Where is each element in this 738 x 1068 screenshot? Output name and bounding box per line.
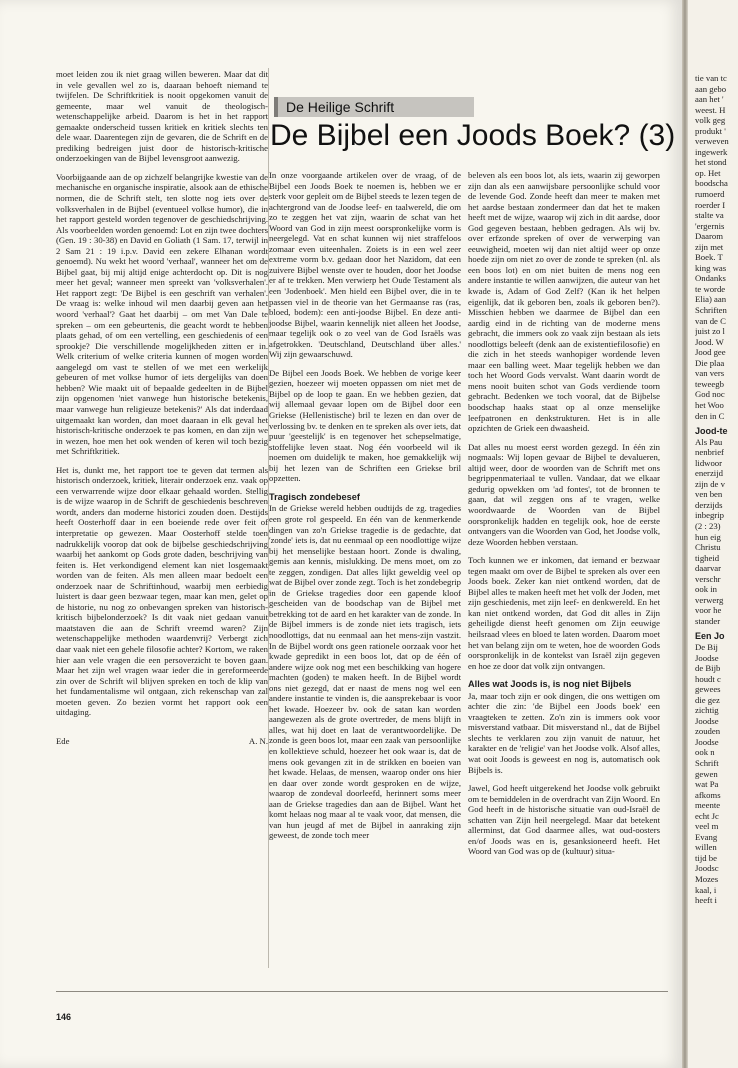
- right-page-line: aan gebo: [695, 83, 727, 94]
- right-page-line: tigheid: [695, 552, 720, 563]
- right-page-line: van vers: [695, 368, 725, 379]
- right-page-line: Joodse: [695, 652, 719, 663]
- paragraph: In de Griekse wereld hebben oudtijds de zg. tragedies een grote rol gespeeld. En één van de kenmerkende dingen van zo'n Griekse tragedie is de gedachte, dat 'zonde' iets is, dat nu eenmaal op een noodlottige wijze bij het menselijke bestaan hoort. Zonde is dwaling, gemis aan kennis, mislukking. De mens moet, om zo te zeggen, zondigen. Dat alles lijkt geweldig veel op wat de Bijbel over zonde zegt. Toch is het zondebegrip in de Griekse tragedies door een gapende kloof gescheiden van de boodschap van de Bijbel met betrekking tot de aard en het karakter van de zonde. In de Bijbel immers is de zonde niet iets tragisch, iets noodlottigs, dat nu eenmaal aan het mens-zijn vastzit. In de Bijbel wordt ons geen rationele oorzaak voor het kwade gepredikt in een boos lot, dat op de één of andere wijze ook nog met een beschikking van hogere machten (goden) te maken heeft. In de Bijbel wordt ons niet gezegd, dat er naast de mens nog wel een andere instantie te vinden is, die aansprekebaar is voor het kwade. Hoezeer bv. ook de satan kan worden aangewezen als de grote overtreder, de mens blijft in alles, wat hij doet en laat de verantwoordelijke. De zonde is geen boos lot, maar een zaak van persoonlijke en kollektieve schuld, hoezeer het ook waar is, dat de mens ook gevangen zit in de strikken en boeien van het kwade. Helaas, de mensen, waarop onder ons hier en daar over zonde wordt gesproken en de wijze, waarop de zondeval doorleefd, herinnert soms meer aan de Griekse tragedies dan aan de Bijbel. Want het komt helaas nog maar al te vaak voor, dat mensen, die van hun jeugd af met de Bijbel in aanraking zijn geweest, de zonde toch meer: [269, 503, 461, 841]
- right-page-line: tie van tc: [695, 73, 727, 83]
- paragraph: moet leiden zou ik niet graag willen beweren. Maar dat dit in vele gevallen wel zo is, daaraan behoeft niemand te twijfelen. De Schriftkritiek is nooit opgekomen vanuit de gemeente, maar wel vanuit de theologisch-wetenschappelijke arbeid. Daarom is het in het rapport gemaakte onderscheid tussen kritiek en kritiek slechts ten dele waar. Daarentegen zijn de gevaren, die de Schrift en de prediking bedreigen juist door de historisch-kritische onderzoekingen van de Bijbel levensgroot aanwezig.: [56, 69, 268, 164]
- right-page-line: Daarom: [695, 231, 723, 242]
- right-page-line: het Woo: [695, 399, 724, 410]
- right-page-line: lidwoor: [695, 457, 723, 468]
- right-page-line: heeft i: [695, 895, 717, 906]
- subheading: Alles wat Joods is, is nog niet Bijbels: [468, 679, 632, 690]
- right-page-line: volk geg: [695, 115, 726, 126]
- right-page-line: Schrift: [695, 758, 719, 768]
- right-page-line: Jood gee: [695, 347, 726, 358]
- right-page-line: de Bijb: [695, 663, 721, 674]
- right-page-line: wat Pa: [695, 779, 719, 790]
- right-page-line: houdt c: [695, 673, 721, 684]
- right-page-line: Ondanks: [695, 273, 726, 284]
- right-page-line: afkoms: [695, 789, 721, 800]
- right-page-line: Boek. T: [695, 252, 723, 263]
- right-page-line: te worde: [695, 283, 726, 294]
- right-page-line: roerder I: [695, 199, 726, 210]
- right-page-line: ook n: [695, 747, 715, 758]
- right-page-line: ven ben: [695, 489, 723, 500]
- right-page-line: zichtig: [695, 705, 719, 716]
- right-page-line: gewen: [695, 768, 718, 779]
- paragraph: In onze voorgaande artikelen over de vraag, of de Bijbel een Joods Boek te noemen is, hebben we er sterk voor gepleit om de Bijbel steeds te lezen tegen de achtergrond van de Joodse leef- en taalwereld, die om zo te zeggen het vat zijn, waarin de schat van het Woord van God in zijn meest oorspronkelijke vorm is neergelegd. Vat en schat kunnen wij niet straffeloos zomaar even uiteenhalen. Zoiets is in een wel zeer extreme vorm b.v. gedaan door het Nazidom, dat een zuivere Bijbel wenste over te houden, door het Joodse er af te trekken. Men verwierp het Oude Testament als een 'Jodenboek'. Men hield een Bijbel over, die in te passen viel in de theorie van het Germaanse ras (ras, bloed, bodem): een anti-joodse Bijbel. En deze anti-joodse Bijbel, waarin kennelijk niet alleen het Joodse, maar tegelijk ook o zo veel van de God Israëls was afgetrokken. 'Deutschland, Deutschland über alles.' Wij zijn gewaarschuwd.: [269, 170, 461, 360]
- right-page-line: king was: [695, 262, 727, 273]
- paragraph: Dat alles nu moest eerst worden gezegd. In één zin nogmaals: Wij lopen gevaar de Bijbel te devalueren, altijd weer, door de woorden van de Schrift met ons begrippenmateriaal te vullen. Vandaar, dat we elkaar gedurig opwekken om 'ad fontes', tot de bronnen te gaan, dat wil zeggen ons af te vragen, welke woordwaarde de Woorden van de Bijbel oorspronkelijk hadden en tegelijk ook, hoe de eerste ontvangers van die Woorden van God, het Joodse volk, deze Woorden hebben verstaan.: [468, 441, 660, 547]
- paragraph: Voorbijgaande aan de op zichzelf belangrijke kwestie van de mechanische en organische inspiratie, alsook aan de ethische normen, die de Schrift stelt, ten slotte nog iets over de volksverhalen in de Bijbel (eventueel volkse humor), die in het rapport gesteld worden tegenover de geschiedschrijving. Als voorbeelden worden genoemd: Lot en zijn twee dochters (Gen. 19 : 30-38) en David en Goliath (1 Sam. 17, terwijl in 2 Sam 21 : 19 i.p.v. David een zekere Elhanan wordt genoemd). Nu wekt het woord 'verhaal', wanneer het om de Bijbel gaat, bij mij altijd enige achterdocht op. Dit is nog meer het geval; wanneer men spreekt van 'volksverhalen'. Het rapport zegt: 'De Bijbel is een geschrift van verhalen'. De vraag is: welke inhoud wil men daarbij geven aan het woord 'verhaal'? Gaat het daarbij – om met Van Dale te spreken – om een gebeurtenis, die geacht wordt te hebben plaats gehad, of om een vertelling, een geschiedenis of een sprookje? Die verschillende mogelijkheden zitten er in. Welk criterium of welke criteria kunnen of mogen worden aangelegd om vast te stellen of we met een werkelijk gebeuren of met volkse humor of iets dergelijks van doen hebben? Wie maakt uit of bepaalde gedeelten in de Bijbel zijn opgenomen 'niet vanwege hun historische betekenis, maar vanwege hun religieuze betekenis?' Als dat inderdaad uitgemaakt kan worden, dan moet daaraan in elk geval het historisch-kritische onderzoek te pas komen, en dan zijn we in wezen, hoe men het ook wenden of keren wil toch bezig met Schriftkritiek.: [56, 171, 268, 457]
- right-page-line: verwerg: [695, 594, 724, 605]
- right-page-fragments: [695, 73, 738, 906]
- right-page-line: rumoerd: [695, 189, 725, 200]
- right-page-line: verweven: [695, 136, 729, 147]
- right-page-line: weest. H: [695, 104, 726, 115]
- paragraph: Jawel, God heeft uitgerekend het Joodse volk gebruikt om te bemiddelen in de overdracht van Zijn Woord. En God heeft in de historische situatie van oud-Israël de schatten van Zijn heil neergelegd. Maar dat betekent allerminst, dat God daarmee alles, wat oud-oosters en/of Joods was en is, gesanksioneerd heeft. Het Woord van God was op de (kultuur) situa-: [468, 783, 660, 857]
- paragraph: Ja, maar toch zijn er ook dingen, die ons wettigen om achter die zin: 'de Bijbel een Joods boek' een vraagteken te zetten. Zo'n zin is immers ook voor misverstand vatbaar. Dit misverstand nl., dat de Bijbel slechts te verklaren zou zijn vanuit de natuur, het karakter en de 'religie' van het Joodse volk. Alsof alles, wat ooit Joods is geweest en nog is, automatisch ook Bijbels is.: [468, 690, 660, 775]
- right-page-line: Jood. W: [695, 336, 724, 347]
- right-page-line: stander: [695, 615, 721, 626]
- right-page-line: De Bij: [695, 641, 718, 652]
- footer-rule: [56, 991, 668, 992]
- column-1: [56, 69, 268, 746]
- paragraph: De Bijbel een Joods Boek. We hebben de vorige keer gezien, hoezeer wij moeten oppassen om niet met de Bijbel op de loop te gaan. En we hebben gezien, dat wij allemaal gevaar lopen om de Bijbel door een Griekse (Hellenistische) bril te lezen en dan over de verlossing bv. te denken en te spreken als over iets, dat puur 'geestelijk' is en tegenover het schepselmatige, stoffelijke leven staat. Nog één voorbeeld wil ik noemen om duidelijk te maken, hoe gemakkelijk wij bij het lezen van de Schriften een Griekse bril opzetten.: [269, 367, 461, 484]
- right-page-line: verschr: [695, 573, 721, 584]
- right-page-line: zijn de v: [695, 478, 725, 489]
- right-page-line: derzijds: [695, 499, 723, 510]
- right-page-line: het stond: [695, 157, 727, 168]
- paragraph: beleven als een boos lot, als iets, waarin zij geworpen zijn dan als een aanwijsbare persoonlijke schuld voor de levende God. Zonde heeft dan meer te maken met het aardse bestaan zondermeer dan dat het te maken heeft met de wijze, waarop wij zich in dit aardse, door God gegeven bestaan, hebben gedragen. Als wij bv. over erfzonde spreken of over de verwerping van eeuwigheid, moeten wij dan niet altijd weer op onze hoede zijn om niet zo over de zonde te spreken (nl. als een boos lot) en om niet buiten de mens nog een andere instantie te willen aanwijzen, die auteur van het kwade is, Adam of God Zelf? (Kan ik het helpen eigenlijk, dat ik geboren ben, zoals ik geboren ben?). Misschien hebben we daarmee de Bijbel dan een aardig eind in de richting van de moderne mens gebracht, die immers ook zo vaak zijn bestaan als iets noodlottigs beleeft (denk aan de existentiefilosofie) en die zich in het steeds wanhopiger wordende leven maar een balling weet. Maar tegelijk hebben we dan toch het Woord Gods vervalst. Want daarin wordt de mens nooit buiten schot van Gods verdiende toorn gebracht. Bedenken we toch vooral, dat de Bijbelse boodschap haaks staat op al onze menselijke leefpatronen en denkstrukturen. Het is in alle opzichten de Griek een dwaasheid.: [468, 170, 660, 434]
- right-page-line: zouden: [695, 726, 721, 737]
- section-label: De Heilige Schrift: [274, 97, 474, 117]
- right-page-line: stalte va: [695, 210, 724, 221]
- right-page-line: nenbrief: [695, 447, 724, 458]
- right-page-line: Christu: [695, 542, 721, 553]
- signature-place: Ede: [56, 735, 70, 746]
- right-page-line: produkt ': [695, 125, 726, 136]
- column-3: [468, 170, 660, 865]
- right-page-line: teweegb: [695, 378, 724, 389]
- right-page-line: hun eig: [695, 531, 721, 542]
- right-page-line: ingewerk: [695, 146, 728, 157]
- paragraph: Het is, dunkt me, het rapport toe te geven dat termen als historisch onderzoek, kritiek, literair onderzoek enz. vaak op een verwarrende wijze door elkaar gehaald worden. Stellig is de wijze waarop in de Schrift de geschiedenis beschreven wordt, anders dan moderne historici zouden doen. Destijds heeft Oosterhoff daar in een boeiende rede over feit of interpretatie op gewezen. Maar Oosterhoff stelde toen nadrukkelijk voorop dat ook de bijbelse geschiedschrijving waarbij het aankomt op Gods grote daden, beschrijving van feiten is. Het verkondigend element kan niet losgemaakt worden van de feiten. Als men alleen maar bedoelt een onderzoek naar de Schriftinhoud, waarbij men eerbiedig luistert is daar geen bezwaar tegen, maar kan men, gelet op de historie, nu nog zo onbevangen spreken van historisch-kritisch bijbelonderzoek? Is dit vaak niet gedaan vanuit maatstaven die aan de Schrift vreemd waren? Zijn wetenschappelijke methoden waardenvrij? Verbergt zich daar vaak niet een gehele filosofie achter? Kortom, we raken hier aan vele vragen die een persoverzicht te boven gaan. Maar het zijn wel vragen waar ieder die in gereformeerde zin over de Schrift wil blijven spreken en toch de klip van het fundamentalisme wil ontgaan, zich rekenschap van zal moeten geven. Zo bezien vormt het rapport ook een uitdaging.: [56, 464, 268, 718]
- right-page-line: (2 : 23): [695, 520, 721, 531]
- subheading: Tragisch zondebesef: [269, 491, 360, 502]
- right-page-line: inbegrip: [695, 510, 724, 521]
- right-page-line: echt Jc: [695, 810, 719, 821]
- right-page-line: God noc: [695, 389, 725, 400]
- right-page-line: Mozes: [695, 874, 719, 885]
- page-number: 146: [56, 1012, 72, 1022]
- right-page-line: meente: [695, 800, 721, 811]
- right-page-line: zijn met: [695, 241, 724, 252]
- right-page-line: op. Het: [695, 167, 721, 178]
- right-page-line: Joodse: [695, 736, 719, 747]
- right-page-line: juist zo l: [695, 326, 725, 337]
- right-page-line: Evang: [695, 831, 718, 842]
- right-page-line: enerzijd: [695, 468, 723, 479]
- right-page-line: gewees: [695, 684, 721, 695]
- column-2: [269, 170, 461, 849]
- right-page-line: ook in: [695, 584, 717, 595]
- right-page-line: Elia) aan: [695, 294, 727, 305]
- right-page-line: den in C: [695, 410, 725, 421]
- right-page-line: van de C: [695, 315, 726, 326]
- right-page-line: willen: [695, 842, 717, 853]
- right-page-line: 'ergernis: [695, 220, 725, 231]
- right-page-line: Jood-te: [695, 426, 728, 437]
- right-page-line: aan het ': [695, 94, 724, 105]
- signature-author: A. N.: [248, 735, 268, 746]
- paragraph: Toch kunnen we er inkomen, dat iemand er bezwaar tegen maakt om over de Bijbel te spreken als over een Joods boek. Zeker kan niet ontkend worden, dat de Bijbel alles te maken heeft met het volk der Joden, met zijn geschiedenis, met zijn leef- en denkwereld. En het kan niet ontkend worden, dat God dit alles in Zijn geheiligde dienst heeft genomen om Zijn eeuwige heilsraad vlees en bloed te laten worden. Daarom moet het van belang zijn om te weten, hoe de woorden Gods oorspronkelijk in de kontekst van Israël zijn gegeven en hoe ze door dat volk zijn ontvangen.: [468, 555, 660, 671]
- right-page-line: Die plaa: [695, 357, 725, 368]
- right-page-line: Joodsc: [695, 863, 719, 874]
- right-page-line: Een Jo: [695, 631, 725, 642]
- signature-line: [56, 736, 268, 747]
- article-headline: De Bijbel een Joods Boek? (3): [270, 119, 676, 152]
- right-page-line: tijd be: [695, 852, 717, 863]
- right-page-line: daarvar: [695, 563, 722, 574]
- right-page: [688, 0, 738, 1068]
- right-page-line: kaal, i: [695, 884, 717, 895]
- right-page-line: Joodse: [695, 715, 719, 726]
- right-page-line: voor he: [695, 605, 722, 616]
- right-page-line: boodscha: [695, 178, 728, 189]
- right-page-line: die gez: [695, 694, 720, 705]
- right-page-line: veel m: [695, 821, 719, 832]
- right-page-line: Als Pau: [695, 436, 723, 447]
- right-page-line: Schriften: [695, 305, 727, 316]
